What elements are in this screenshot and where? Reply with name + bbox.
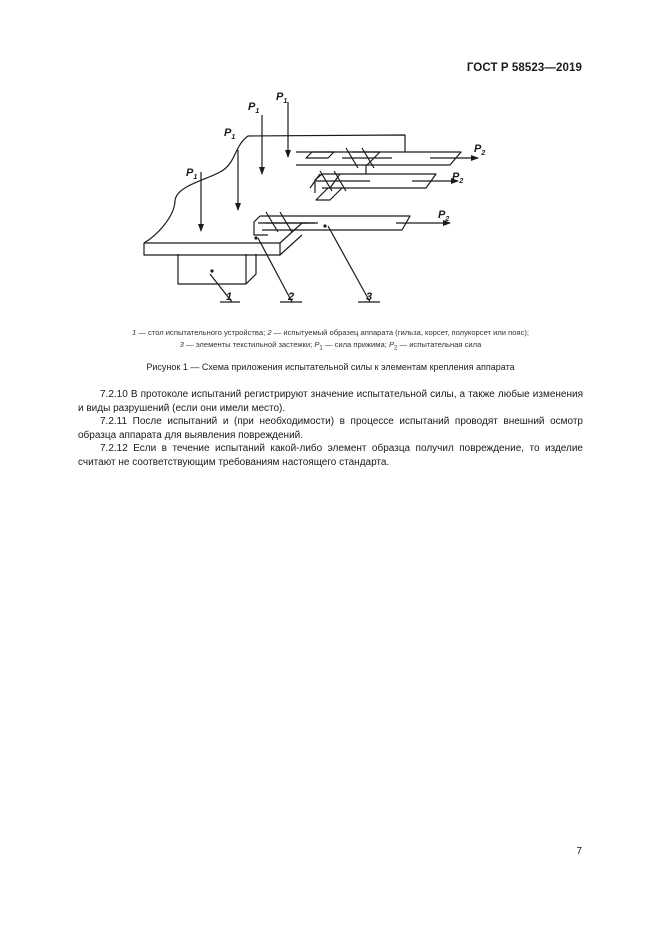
legend-line-2: 3 — элементы текстильной застежки; $P_1$ — сила прижима; $P_2$ — испытательная сила (179, 339, 482, 352)
paragraph-7-2-11: 7.2.11 После испытаний и (при необходимости) в процессе испытаний проводят внешний осмотр образца аппарата для выявления повреждений. (78, 416, 583, 441)
standard-header: ГОСТ Р 58523—2019 (466, 62, 582, 74)
figure-diagram (120, 88, 520, 320)
p2-label: $P_2$ (452, 171, 464, 185)
page-number: 7 (576, 846, 582, 857)
figure-legend (78, 327, 583, 355)
force-p2-arrows (396, 158, 478, 223)
legend-line-1: 1 — стол испытательного устройства; 2 — испытуемый образец аппарата (гильза, корсет, полукорсет или пояс); (131, 328, 530, 337)
paragraph-7-2-12: 7.2.12 Если в течение испытаний какой-либо элемент образца получил повреждение, то изделие считают не соответствующим требованиям настоящего стандарта. (78, 443, 583, 468)
paragraph-7-2-10: 7.2.10 В протоколе испытаний регистрируют значение испытательной силы, а также любые изменения и виды разрушений (если они имели место). (78, 389, 583, 414)
body-text (78, 388, 583, 469)
p2-label: $P_2$ (474, 143, 486, 157)
p1-label: $P_1$ (248, 101, 260, 115)
specimen-sheet (144, 135, 405, 255)
p1-label: $P_1$ (224, 127, 236, 141)
p1-label: $P_1$ (186, 167, 198, 181)
p2-label: $P_2$ (438, 209, 450, 223)
callout-3: 3 (366, 291, 373, 303)
figure-title: Рисунок 1 — Схема приложения испытательной силы к элементам крепления аппарата (146, 362, 515, 372)
test-table (178, 254, 256, 284)
test-scheme-diagram (120, 88, 520, 320)
force-p1-arrows (201, 102, 288, 231)
callout-2: 2 (288, 291, 295, 303)
leader-lines (210, 226, 380, 302)
p1-label: $P_1$ (276, 91, 288, 105)
callout-1: 1 (226, 291, 233, 303)
